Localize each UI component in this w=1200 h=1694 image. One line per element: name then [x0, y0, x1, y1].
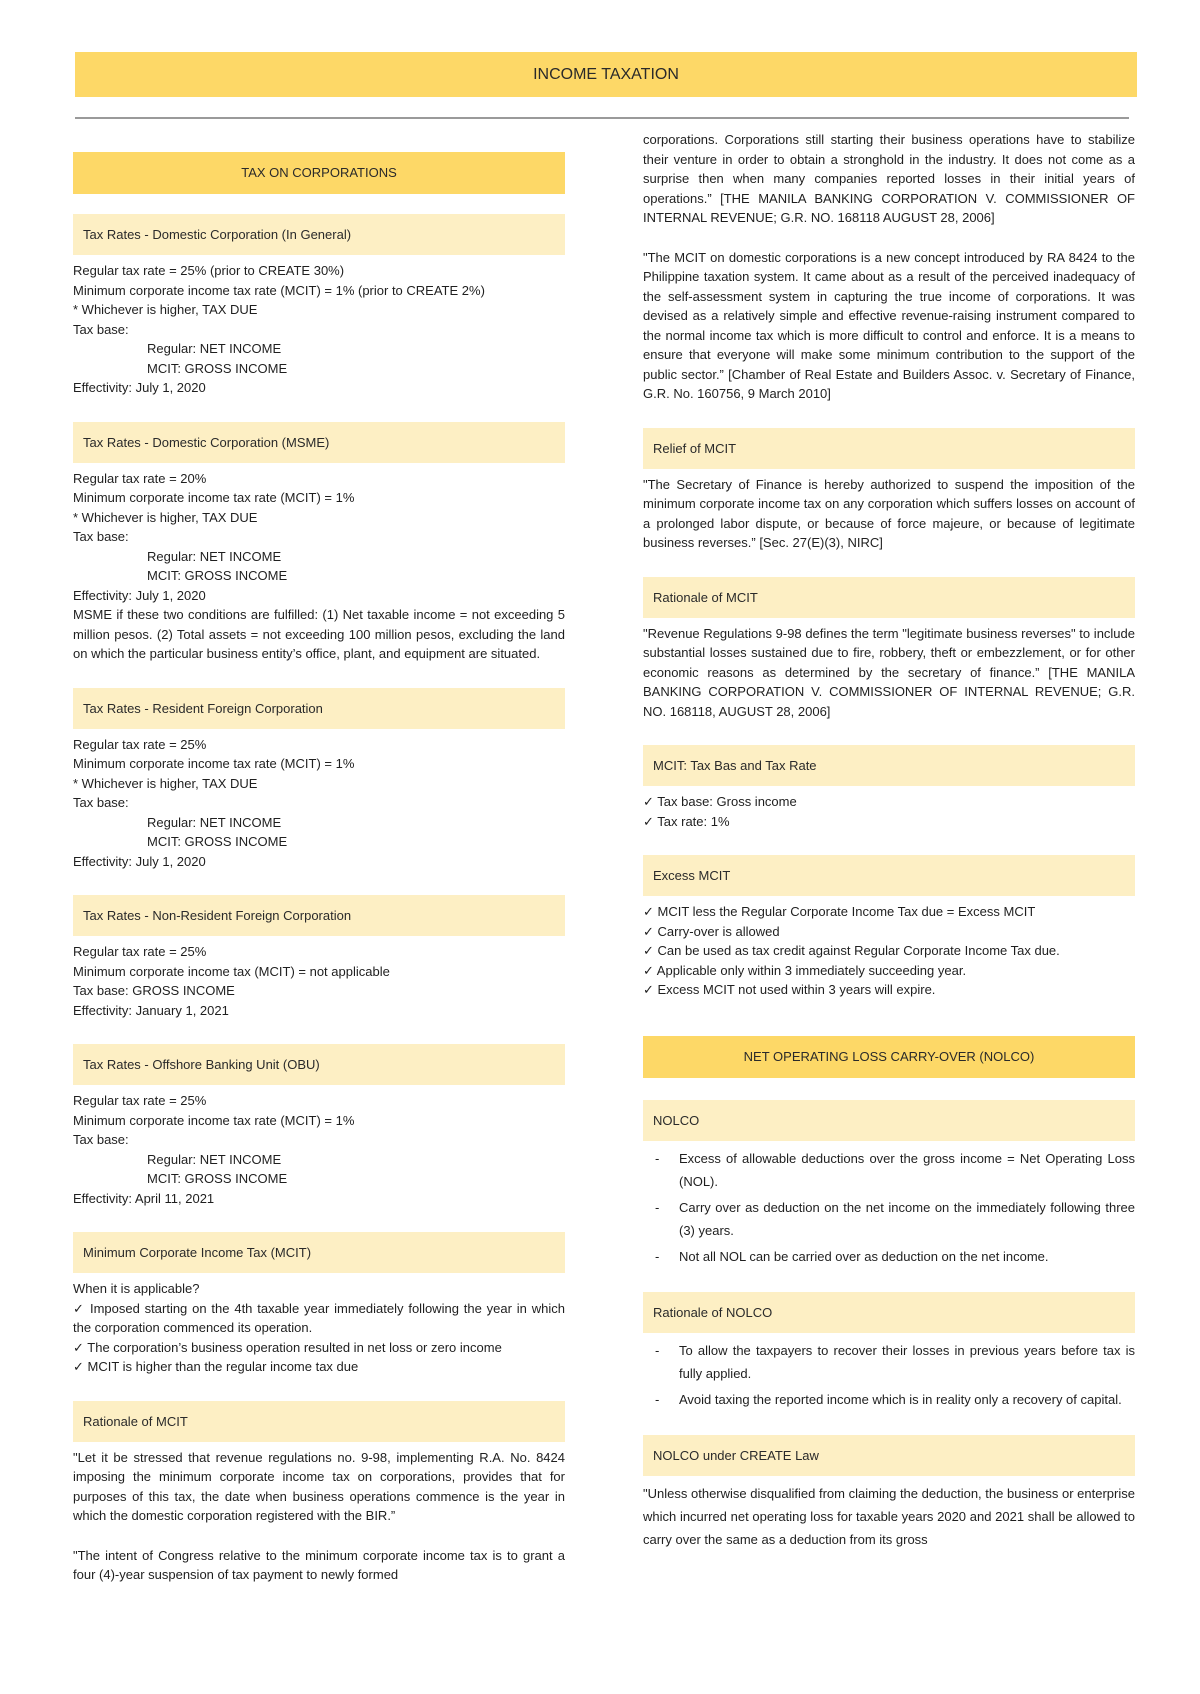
block-obu	[73, 1091, 565, 1208]
text-line: Tax base: GROSS INCOME	[73, 983, 235, 998]
rationale-paragraph: "Revenue Regulations 9-98 defines the term "legitimate business reverses" to include substantial losses sustained due to fire, robbery, theft or embezzlement, or for other economic reasons as determined by the secretary of finance.” [THE MANILA BANKING CORPORATION V. COMMISSIONER OF INTERNAL REVENUE; G.R. NO. 168118, AUGUST 28, 2006]	[643, 625, 1135, 719]
continued-paragraph: corporations. Corporations still starting their business operations have to stabilize their venture in order to obtain a stronghold in the industry. It does not come as a surprise then when many companies reported losses in their initial years of operations.” [THE MANILA BANKING CORPORATION V. COMMISSIONER OF INTERNAL REVENUE; G.R. NO. 168118 AUGUST 28, 2006]	[643, 132, 1135, 225]
block-domestic-general	[73, 261, 565, 398]
text-line: * Whichever is higher, TAX DUE	[73, 302, 258, 317]
heading-excess-mcit: Excess MCIT	[643, 855, 1135, 896]
heading-relief-mcit: Relief of MCIT	[643, 428, 1135, 469]
check-item: ✓ The corporation’s business operation resulted in net loss or zero income	[73, 1339, 502, 1355]
text-line: Tax base:	[73, 321, 129, 337]
text-line: MCIT: GROSS INCOME	[147, 1171, 288, 1186]
text-line: * Whichever is higher, TAX DUE	[73, 509, 258, 525]
block-nolco	[643, 1147, 1135, 1268]
block-resident-foreign	[73, 735, 565, 872]
check-item: ✓ Carry-over is allowed	[643, 923, 780, 939]
text-line: Regular tax rate = 25%	[73, 1093, 207, 1108]
text-line: Regular tax rate = 20%	[73, 470, 207, 486]
dash-item: - Not all NOL can be carried over as deduction on the net income.	[643, 1245, 1135, 1268]
heading-domestic-general: Tax Rates - Domestic Corporation (In General)	[73, 214, 565, 255]
heading-obu: Tax Rates - Offshore Banking Unit (OBU)	[73, 1044, 565, 1085]
heading-mcit-taxbase: MCIT: Tax Bas and Tax Rate	[643, 745, 1135, 786]
question: When it is applicable?	[73, 1281, 200, 1296]
nolco-create-paragraph: "Unless otherwise disqualified from claiming the deduction, the business or enterprise which incurred net operating loss for taxable years 2020 and 2021 shall be allowed to carry over the same as a deduction from its gross	[643, 1485, 1135, 1547]
heading-nonresident-foreign: Tax Rates - Non-Resident Foreign Corporation	[73, 895, 565, 936]
text-line: MCIT: GROSS INCOME	[147, 568, 288, 583]
heading-rationale-mcit: Rationale of MCIT	[73, 1401, 565, 1442]
dash-item: - To allow the taxpayers to recover their losses in previous years before tax is fully applied.	[643, 1339, 1135, 1385]
block-rationale-nolco	[643, 1339, 1135, 1411]
heading-nolco: NOLCO	[643, 1100, 1135, 1141]
dash-item: - Excess of allowable deductions over the gross income = Net Operating Loss (NOL).	[643, 1147, 1135, 1193]
text-line: Regular tax rate = 25%	[73, 736, 207, 752]
text-line: Regular: NET INCOME	[147, 341, 282, 356]
title-divider	[75, 117, 1129, 119]
quote-paragraph: "The MCIT on domestic corporations is a new concept introduced by RA 8424 to the Philippine taxation system. It came about as a result of the perceived inadequacy of the self-assessment system in capturing the true income of corporations. It was devised as a relatively simple and effective revenue-raising instrument compared to the normal income tax which is more difficult to control and enforce. It is a means to ensure that everyone will make some minimum contribution to the support of the public sector.” [Chamber of Real Estate and Builders Assoc. v. Secretary of Finance, G.R. No. 160756, 9 March 2010]	[643, 249, 1135, 401]
effectivity: Effectivity: January 1, 2021	[73, 1002, 229, 1018]
effectivity: Effectivity: July 1, 2020	[73, 587, 206, 603]
block-mcit	[73, 1279, 565, 1377]
text-line: Tax base:	[73, 1132, 129, 1147]
check-item: ✓ Imposed starting on the 4th taxable year immediately following the year in which the corporation commenced its operation.	[73, 1300, 565, 1335]
quote-paragraph: "The intent of Congress relative to the minimum corporate income tax is to grant a four (4)-year suspension of tax payment to newly formed	[73, 1547, 565, 1582]
heading-mcit: Minimum Corporate Income Tax (MCIT)	[73, 1232, 565, 1273]
text-line: Regular: NET INCOME	[147, 1151, 282, 1167]
section-title-tax-on-corporations: TAX ON CORPORATIONS	[73, 152, 565, 194]
left-column	[73, 130, 565, 1585]
check-item: ✓ MCIT is higher than the regular income tax due	[73, 1359, 359, 1374]
text-line: Regular tax rate = 25%	[73, 944, 207, 959]
effectivity: Effectivity: July 1, 2020	[73, 380, 206, 395]
check-item: ✓ Can be used as tax credit against Regular Corporate Income Tax due.	[643, 943, 1060, 958]
block-mcit-taxbase	[643, 792, 1135, 831]
heading-domestic-msme: Tax Rates - Domestic Corporation (MSME)	[73, 422, 565, 463]
text-line: Regular: NET INCOME	[147, 548, 282, 564]
effectivity: Effectivity: April 11, 2021	[73, 1190, 215, 1206]
msme-note: MSME if these two conditions are fulfilled: (1) Net taxable income = not exceeding 5 million pesos. (2) Total assets = not exceeding 100 million pesos, excluding the land on which the particular business entity’s office, plant, and equipment are situated.	[73, 607, 565, 661]
heading-resident-foreign: Tax Rates - Resident Foreign Corporation	[73, 688, 565, 729]
text-line: Minimum corporate income tax rate (MCIT) = 1%	[73, 490, 355, 505]
heading-rationale-nolco: Rationale of NOLCO	[643, 1292, 1135, 1333]
text-line: Minimum corporate income tax (MCIT) = not applicable	[73, 963, 390, 979]
block-nonresident-foreign	[73, 942, 565, 1020]
text-line: Minimum corporate income tax rate (MCIT) = 1% (prior to CREATE 2%)	[73, 282, 485, 298]
text-line: Minimum corporate income tax rate (MCIT) = 1%	[73, 756, 355, 771]
quote-paragraph: "Let it be stressed that revenue regulations no. 9-98, implementing R.A. No. 8424 imposing the minimum corporate income tax on corporations, provides that for purposes of this tax, the date when business operations commence is the year in which the domestic corporation registered with the BIR.”	[73, 1449, 565, 1523]
text-line: * Whichever is higher, TAX DUE	[73, 775, 258, 791]
block-excess-mcit	[643, 902, 1135, 1000]
heading-rationale-mcit-2: Rationale of MCIT	[643, 577, 1135, 618]
relief-paragraph: "The Secretary of Finance is hereby authorized to suspend the imposition of the minimum corporate income tax on any corporation which suffers losses on account of a prolonged labor dispute, or because of force majeure, or because of legitimate business reverses.” [Sec. 27(E)(3), NIRC]	[643, 476, 1135, 550]
check-item: ✓ MCIT less the Regular Corporate Income Tax due = Excess MCIT	[643, 904, 1036, 919]
effectivity: Effectivity: July 1, 2020	[73, 853, 206, 869]
dash-item: - Avoid taxing the reported income which is in reality only a recovery of capital.	[643, 1388, 1135, 1411]
right-column	[643, 130, 1135, 1551]
block-rationale-mcit	[73, 1448, 565, 1585]
page-title: INCOME TAXATION	[75, 52, 1137, 97]
text-line: Tax base:	[73, 795, 129, 810]
dash-item: - Carry over as deduction on the net income on the immediately following three (3) years.	[643, 1196, 1135, 1242]
text-line: Tax base:	[73, 529, 129, 544]
check-item: ✓ Applicable only within 3 immediately succeeding year.	[643, 962, 967, 978]
section-title-nolco: NET OPERATING LOSS CARRY-OVER (NOLCO)	[643, 1036, 1135, 1078]
text-line: MCIT: GROSS INCOME	[147, 834, 288, 849]
text-line: Minimum corporate income tax rate (MCIT) = 1%	[73, 1112, 355, 1128]
text-line: MCIT: GROSS INCOME	[147, 360, 288, 376]
heading-nolco-create: NOLCO under CREATE Law	[643, 1435, 1135, 1476]
check-item: ✓ Excess MCIT not used within 3 years will expire.	[643, 982, 936, 997]
check-item: ✓ Tax rate: 1%	[643, 813, 730, 829]
check-item: ✓ Tax base: Gross income	[643, 794, 797, 809]
text-line: Regular: NET INCOME	[147, 814, 282, 830]
block-domestic-msme	[73, 469, 565, 664]
text-line: Regular tax rate = 25% (prior to CREATE 30%)	[73, 263, 345, 278]
